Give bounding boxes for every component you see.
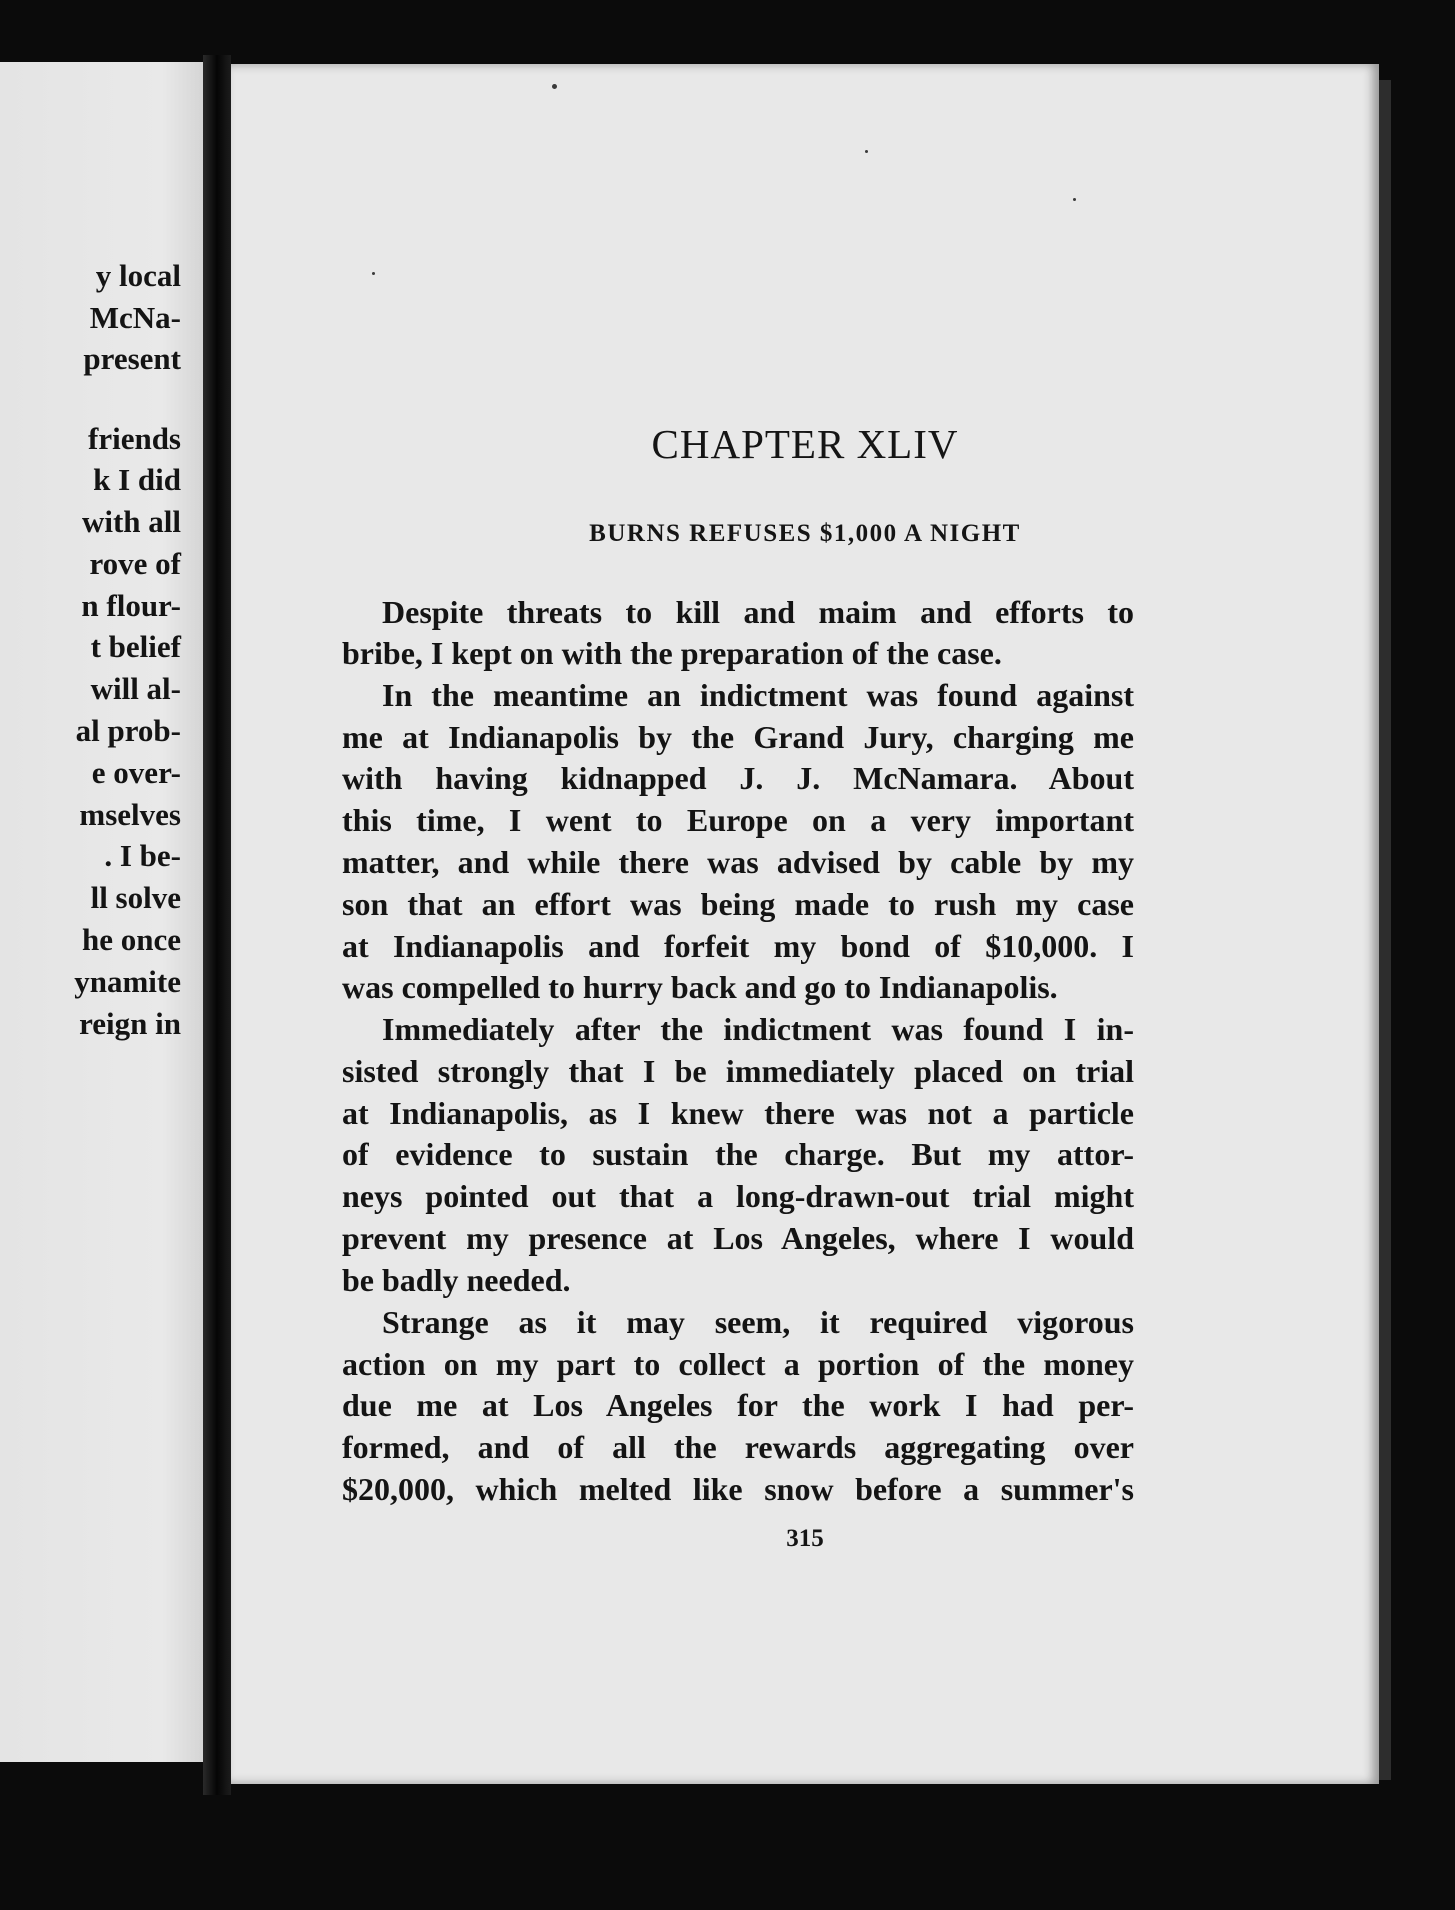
left-page-line: ll solve — [90, 880, 181, 915]
left-page-line: rove of — [89, 546, 181, 581]
body-text-line: at Indianapolis, as I knew there was not a particle — [342, 1095, 1134, 1131]
body-text-line: due me at Los Angeles for the work I had per- — [342, 1387, 1134, 1423]
body-text-line: at Indianapolis and forfeit my bond of $10,000. I — [342, 928, 1134, 964]
body-text-line: with having kidnapped J. J. McNamara. About — [342, 760, 1134, 796]
body-text-line: In the meantime an indictment was found against — [382, 677, 1134, 713]
page-edge-shadow — [1379, 80, 1391, 1780]
book-gutter — [203, 55, 231, 1795]
body-text-line: action on my part to collect a portion of the money — [342, 1346, 1134, 1382]
body-text-line: Despite threats to kill and maim and efforts to — [382, 594, 1134, 630]
scan-speck — [865, 150, 868, 153]
chapter-subtitle: BURNS REFUSES $1,000 A NIGHT — [589, 520, 1021, 547]
left-page-line: ynamite — [74, 964, 181, 999]
scan-speck — [552, 84, 557, 89]
body-text-line: Strange as it may seem, it required vigorous — [382, 1304, 1134, 1340]
body-text-line: neys pointed out that a long-drawn-out trial might — [342, 1178, 1134, 1214]
body-text-line: bribe, I kept on with the preparation of the case. — [342, 635, 1002, 671]
body-text-line: prevent my presence at Los Angeles, where I would — [342, 1220, 1134, 1256]
body-text-line: this time, I went to Europe on a very important — [342, 802, 1134, 838]
body-text-line: $20,000, which melted like snow before a summer's — [342, 1471, 1134, 1507]
left-page-line: he once — [81, 922, 181, 957]
body-text-line: son that an effort was being made to rush my case — [342, 886, 1134, 922]
body-text-line: of evidence to sustain the charge. But my attor- — [342, 1136, 1134, 1172]
page-number: 315 — [786, 1525, 824, 1552]
left-page-line: . I be- — [104, 838, 181, 873]
body-text-line: formed, and of all the rewards aggregating over — [342, 1429, 1134, 1465]
left-page-line: mselves — [79, 797, 181, 832]
body-text-line: Immediately after the indictment was found I in- — [382, 1011, 1134, 1047]
left-page-line: friends — [88, 421, 181, 456]
left-page-line: will al- — [90, 671, 181, 706]
scan-speck — [1073, 198, 1076, 201]
body-text-line: sisted strongly that I be immediately placed on trial — [342, 1053, 1134, 1089]
body-text-line: matter, and while there was advised by cable by my — [342, 844, 1134, 880]
left-page — [0, 62, 203, 1762]
left-page-line: with all — [81, 504, 181, 539]
left-page-line: e over- — [91, 755, 181, 790]
scan-speck — [372, 272, 375, 275]
left-page-line: McNa- — [89, 300, 181, 335]
chapter-title: CHAPTER XLIV — [651, 421, 959, 467]
left-page-line: y local — [95, 258, 181, 293]
left-page-line: al prob- — [75, 713, 181, 748]
body-text-line: me at Indianapolis by the Grand Jury, charging me — [342, 719, 1134, 755]
left-page-line: t belief — [90, 629, 181, 664]
left-page-line: present — [83, 341, 181, 376]
left-page-line: reign in — [79, 1006, 181, 1041]
left-page-line: n flour- — [81, 588, 181, 623]
body-text-line: be badly needed. — [342, 1262, 571, 1298]
left-page-line: k I did — [93, 462, 181, 497]
body-text-line: was compelled to hurry back and go to Indianapolis. — [342, 969, 1058, 1005]
